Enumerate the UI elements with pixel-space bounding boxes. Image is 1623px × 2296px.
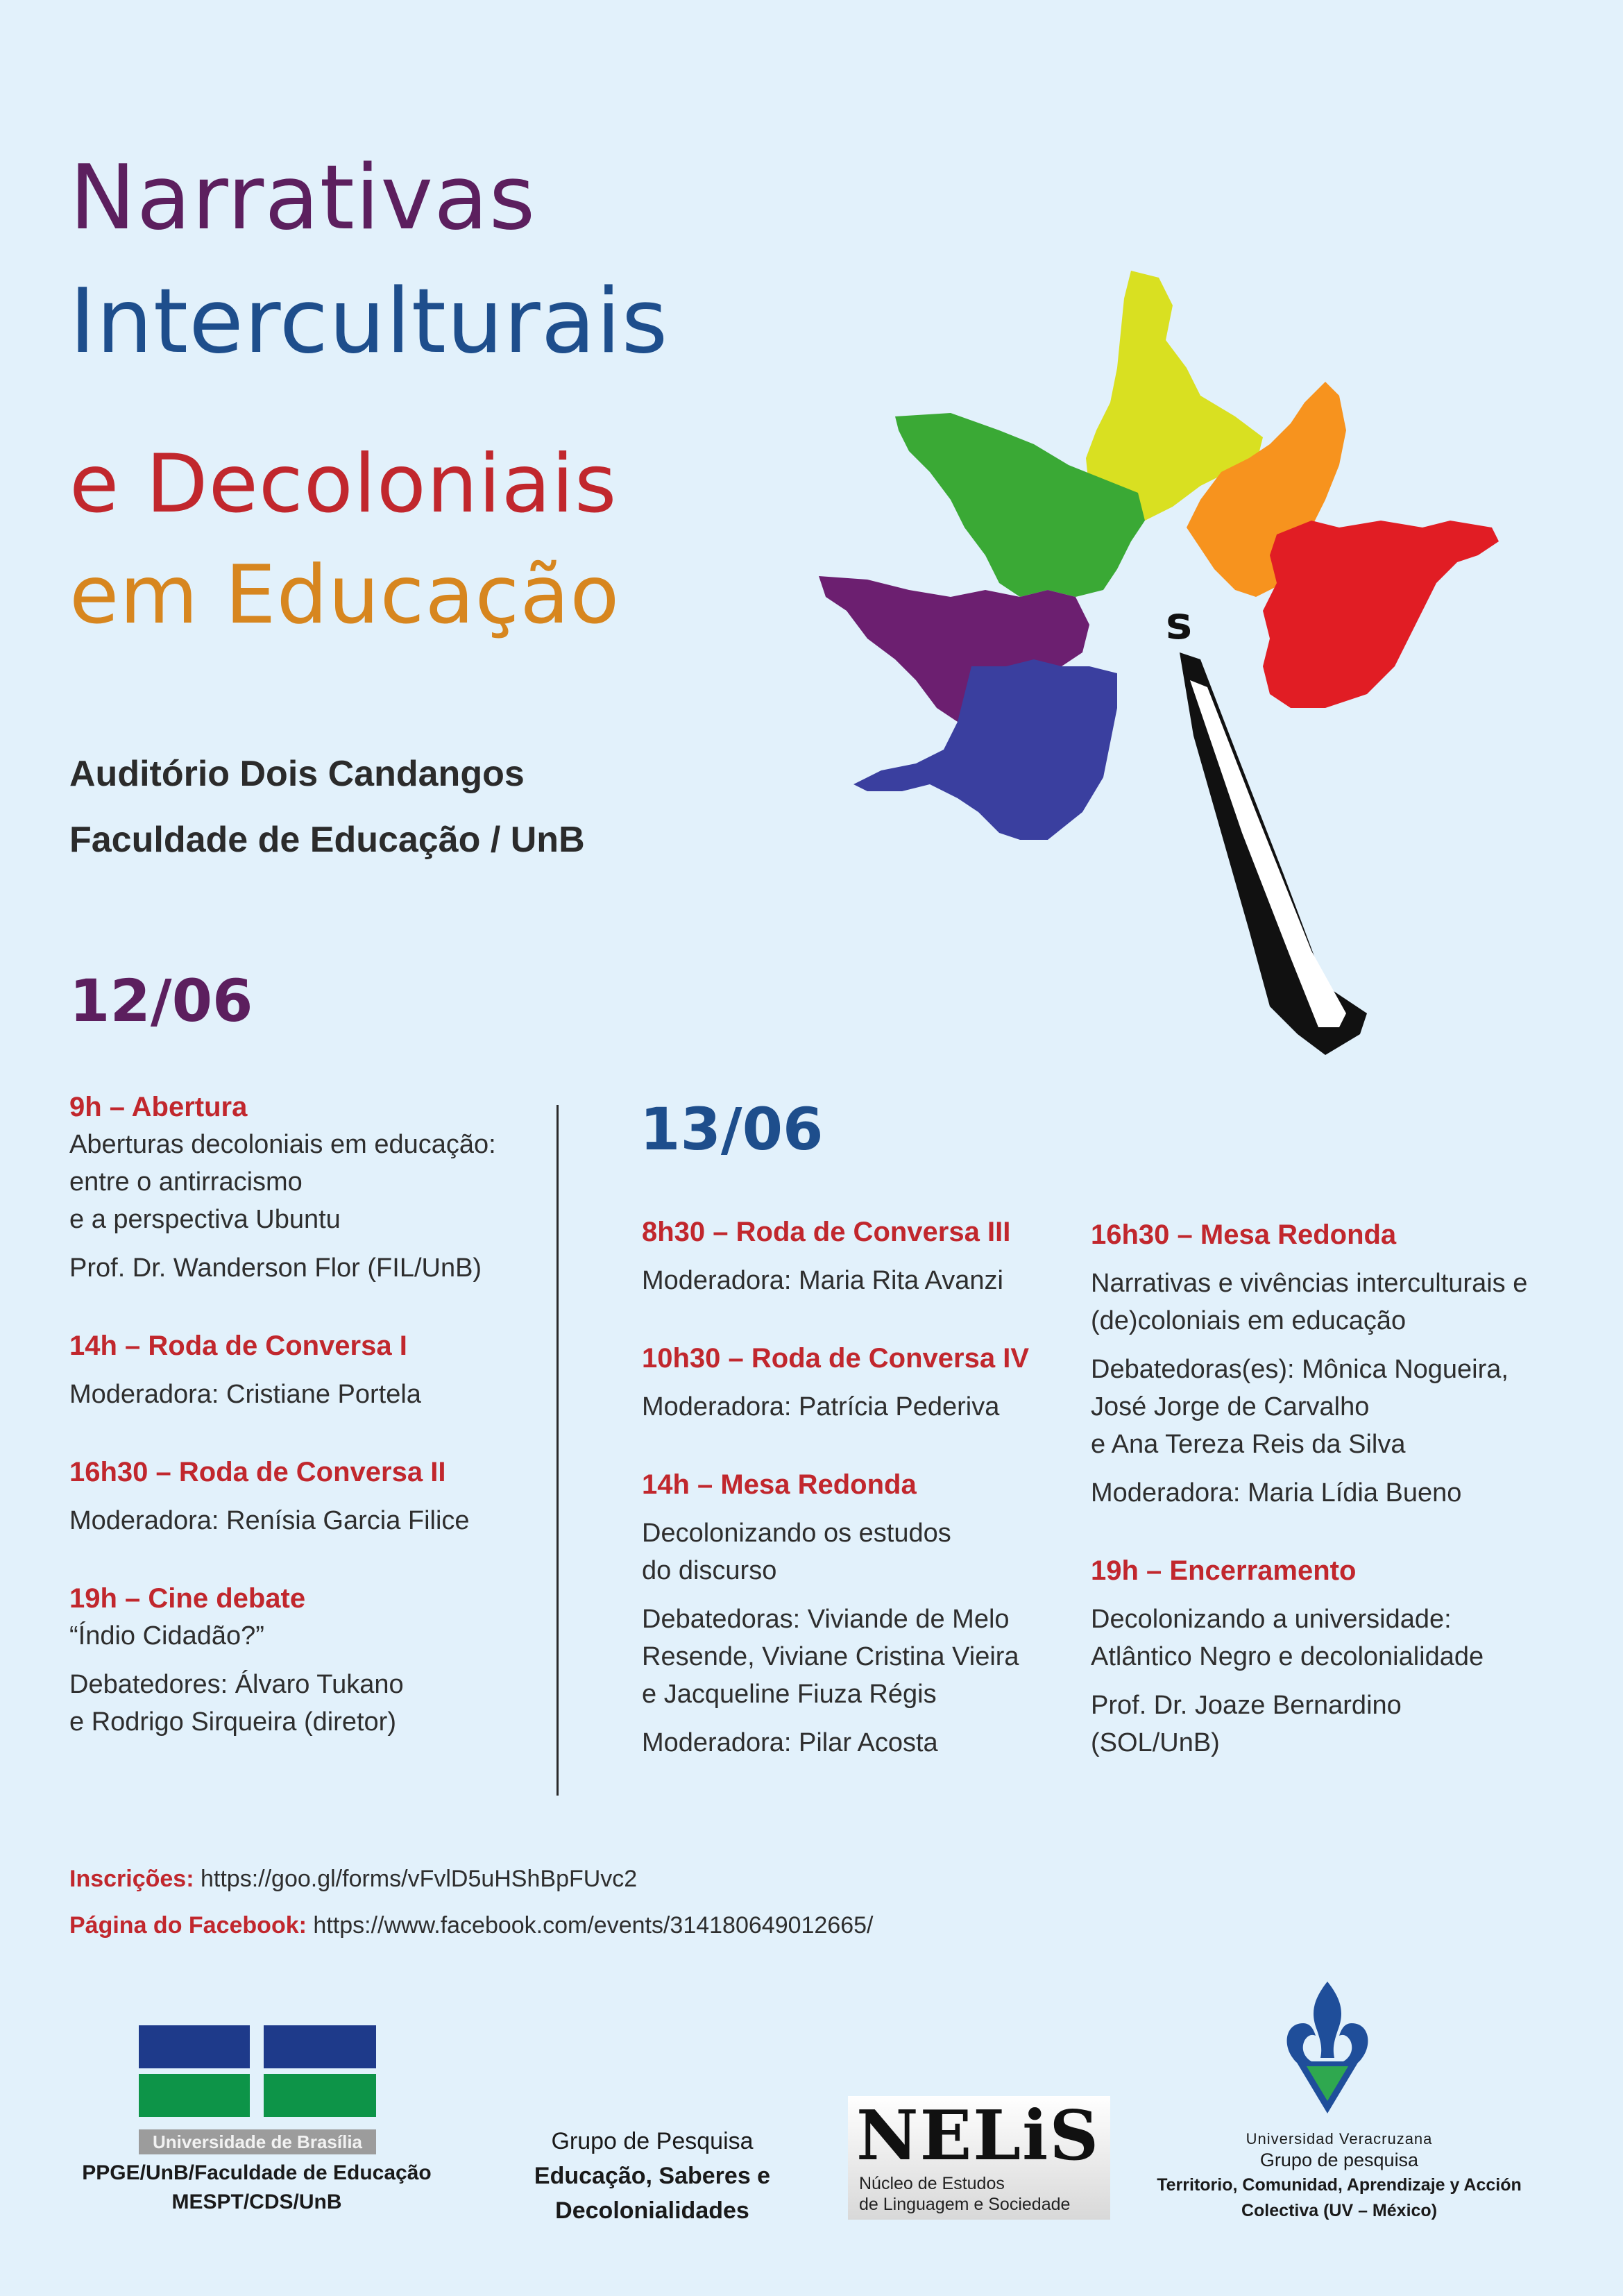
day2-left-column [642, 1213, 1029, 1762]
event-day1-1 [69, 1088, 496, 1287]
venue-line-1: Auditório Dois Candangos [69, 754, 525, 794]
uv-line-2: Territorio, Comunidad, Aprendizaje y Acción [1157, 2175, 1522, 2195]
group-line-3: Decolonialidades [555, 2197, 749, 2224]
venue-line-2: Faculdade de Educação / UnB [69, 820, 585, 860]
event-day1-2 [69, 1327, 496, 1413]
event-day2-3 [642, 1466, 1029, 1762]
event-line: Moderadora: Renísia Garcia Filice [69, 1506, 470, 1535]
event-day2-5 [1091, 1552, 1527, 1762]
event-line: “Índio Cidadão?” [69, 1621, 264, 1651]
event-line: Moderadora: Patrícia Pederiva [642, 1392, 1000, 1421]
research-group [513, 2124, 791, 2228]
event-line: Decolonizando a universidade: [1091, 1605, 1452, 1634]
event-title: 14h – Roda de Conversa I [69, 1331, 407, 1361]
facebook-line [69, 1912, 874, 1939]
event-speaker: e Jacqueline Fiuza Régis [642, 1680, 937, 1709]
event-title: 19h – Encerramento [1091, 1555, 1357, 1586]
event-line: e a perspectiva Ubuntu [69, 1205, 341, 1234]
logo-letter: s [1166, 598, 1193, 650]
event-title: 16h30 – Roda de Conversa II [69, 1457, 446, 1487]
nelis-name: NELiS [856, 2096, 1101, 2176]
nelis-line-2: de Linguagem e Sociedade [859, 2195, 1071, 2214]
group-line-1: Grupo de Pesquisa [551, 2128, 754, 2154]
uv-line-3: Colectiva (UV – México) [1241, 2201, 1438, 2220]
facebook-link[interactable]: https://www.facebook.com/events/314180649012665/ [313, 1912, 874, 1939]
event-speaker: Prof. Dr. Wanderson Flor (FIL/UnB) [69, 1253, 482, 1283]
event-line: do discurso [642, 1556, 777, 1585]
day1-date: 12/06 [69, 967, 253, 1035]
event-speaker: e Rodrigo Sirqueira (diretor) [69, 1707, 396, 1737]
event-speaker: e Ana Tereza Reis da Silva [1091, 1430, 1406, 1459]
event-title: 14h – Mesa Redonda [642, 1469, 917, 1500]
registration-line [69, 1866, 637, 1893]
registration-label: Inscrições: [69, 1866, 194, 1892]
unb-logo [139, 2025, 376, 2133]
event-title: 8h30 – Roda de Conversa III [642, 1217, 1011, 1247]
uv-fleur-logo [1282, 1982, 1373, 2113]
event-speaker: Resende, Viviane Cristina Vieira [642, 1642, 1019, 1671]
event-moderator: Moderadora: Pilar Acosta [642, 1728, 938, 1757]
event-title: 16h30 – Mesa Redonda [1091, 1219, 1397, 1250]
event-title: 19h – Cine debate [69, 1583, 306, 1614]
day2-date: 13/06 [640, 1095, 824, 1163]
event-speaker: Debatedores: Álvaro Tukano [69, 1670, 404, 1699]
uv-affiliation [1138, 2129, 1540, 2222]
event-title: 9h – Abertura [69, 1092, 248, 1122]
event-line: Moderadora: Cristiane Portela [69, 1380, 421, 1409]
event-speaker: José Jorge de Carvalho [1091, 1392, 1370, 1421]
registration-link[interactable]: https://goo.gl/forms/vFvlD5uHShBpFUvc2 [200, 1866, 638, 1892]
unb-line-2: MESPT/CDS/UnB [171, 2191, 342, 2213]
event-line: Decolonizando os estudos [642, 1519, 951, 1548]
unb-affiliation [69, 2159, 444, 2217]
event-speaker: (SOL/UnB) [1091, 1728, 1220, 1757]
column-divider [556, 1105, 559, 1796]
title-line-1: Narrativas [69, 146, 536, 250]
event-day2-2 [642, 1340, 1029, 1426]
uv-fleur-top [1314, 1982, 1341, 2058]
event-moderator: Moderadora: Maria Lídia Bueno [1091, 1478, 1462, 1508]
title-line-4: em Educação [69, 548, 620, 642]
event-day1-4 [69, 1580, 496, 1741]
event-line: Atlântico Negro e decolonialidade [1091, 1642, 1484, 1671]
red-continent [1263, 521, 1499, 708]
nelis-line-1: Núcleo de Estudos [859, 2174, 1005, 2193]
unb-line-1: PPGE/UnB/Faculdade de Educação [82, 2161, 432, 2184]
day1-column [69, 1088, 496, 1741]
event-line: (de)coloniais em educação [1091, 1306, 1407, 1335]
event-line: Moderadora: Maria Rita Avanzi [642, 1266, 1003, 1295]
event-day2-1 [642, 1213, 1029, 1299]
uv-name: Universidad Veracruzana [1246, 2130, 1433, 2147]
event-speaker: Debatedoras: Viviande de Melo [642, 1605, 1010, 1634]
event-title: 10h30 – Roda de Conversa IV [642, 1343, 1030, 1374]
event-line: Narrativas e vivências interculturais e [1091, 1269, 1528, 1298]
event-line: entre o antirracismo [69, 1167, 303, 1197]
facebook-label: Página do Facebook: [69, 1912, 307, 1939]
event-day1-3 [69, 1453, 496, 1539]
event-line: Aberturas decoloniais em educação: [69, 1130, 496, 1159]
group-line-2: Educação, Saberes e [534, 2163, 771, 2189]
unb-logo-text: Universidade de Brasília [139, 2129, 376, 2154]
event-speaker: Prof. Dr. Joaze Bernardino [1091, 1691, 1402, 1720]
title-line-3: e Decoloniais [69, 437, 618, 531]
blue-continent [853, 659, 1117, 840]
uv-fleur-left [1287, 2023, 1317, 2067]
continents-star-logo [812, 264, 1520, 1124]
day2-right-column [1091, 1216, 1527, 1762]
event-day2-4 [1091, 1216, 1527, 1512]
nelis-logo [848, 2096, 1110, 2220]
uv-line-1: Grupo de pesquisa [1259, 2150, 1419, 2170]
event-speaker: Debatedoras(es): Mônica Nogueira, [1091, 1355, 1509, 1384]
title-line-2: Interculturais [69, 270, 669, 373]
uv-fleur-right [1338, 2023, 1368, 2067]
